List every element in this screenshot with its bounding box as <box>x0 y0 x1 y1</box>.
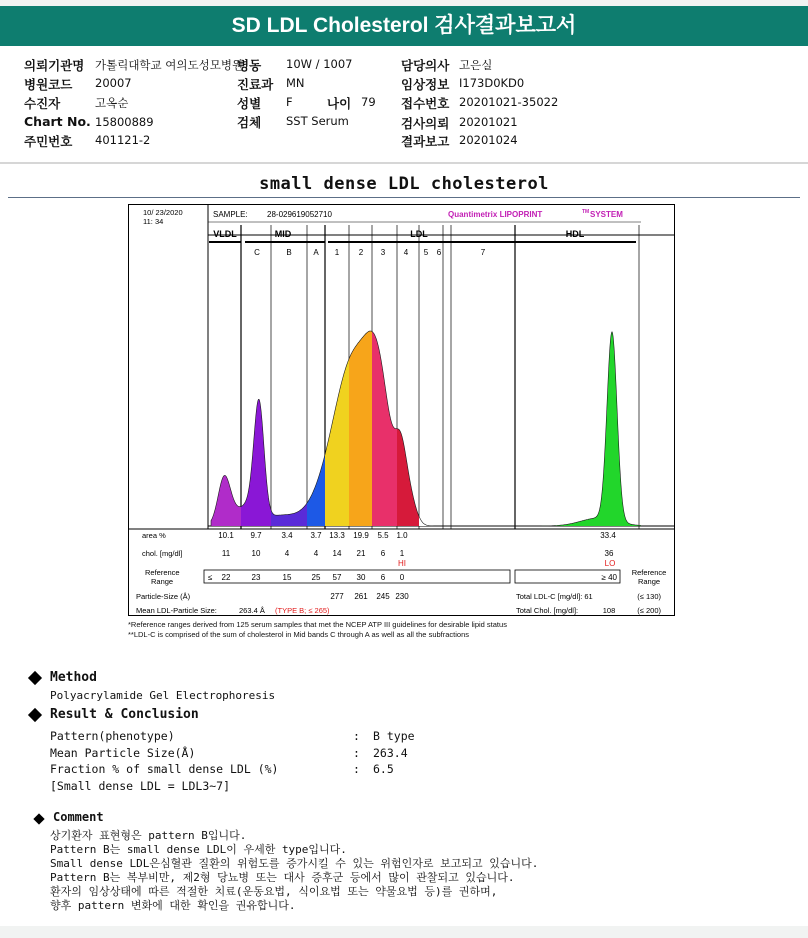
result-label-pattern: Pattern(phenotype) <box>50 729 175 743</box>
comment-line-3: Small dense LDL은심혈관 질환의 위험도를 증가시킬 수 있는 위험인자로 보고되고 있습니다. <box>50 857 539 870</box>
ref-head-1: Reference <box>631 568 667 577</box>
area-pct-value: 1.0 <box>396 531 408 540</box>
ref-range-hdl: ≥ 40 <box>601 573 617 582</box>
comment-line-1: 상기환자 표현형은 pattern B입니다. <box>50 829 247 842</box>
footnote-reference: *Reference ranges derived from 125 serum samples that met the NCEP ATP III guidelines for desirable lipid status <box>128 620 507 629</box>
report-title: SD LDL Cholesterol 검사결과보고서 <box>0 6 808 46</box>
result-label-fraction: Fraction % of small dense LDL (%) <box>50 762 279 776</box>
method-text: Polyacrylamide Gel Electrophoresis <box>50 689 276 702</box>
chart-time: 11: 34 <box>143 217 164 226</box>
particle-size-value: 261 <box>354 592 368 601</box>
total-chol-value: 108 <box>602 606 616 615</box>
mid-bar <box>245 241 325 243</box>
area-pct-value: 3.7 <box>310 531 322 540</box>
particle-size-value: 230 <box>395 592 409 601</box>
band-label-A: A <box>313 248 319 257</box>
row-label-ref1: Reference <box>145 568 180 577</box>
ref-range-value: 6 <box>380 573 386 582</box>
result-sep-size: : <box>353 746 360 760</box>
section-title: small dense LDL cholesterol <box>259 174 549 194</box>
band-label-5: 5 <box>423 248 429 257</box>
total-chol-label: Total Chol. [mg/dl]: <box>516 606 579 615</box>
doctor-value: 고은실 <box>459 58 493 72</box>
band-label-4: 4 <box>403 248 409 257</box>
request-label: 검사의뢰 <box>401 116 450 131</box>
chol-value: 1 <box>399 549 405 558</box>
vldl-bar <box>209 241 241 243</box>
band-label-2: 2 <box>358 248 364 257</box>
ref-range-value: 30 <box>356 573 366 582</box>
particle-size-value: 245 <box>376 592 390 601</box>
comment-line-4: Pattern B는 복부비만, 제2형 당뇨병 또는 대사 증후군 등에서 많이 관찰되고 있습니다. <box>50 871 515 884</box>
result-heading: Result & Conclusion <box>50 707 199 722</box>
trace-fill-region <box>419 516 515 526</box>
band-label-6: 6 <box>436 248 442 257</box>
result-bullet-icon <box>28 708 42 722</box>
row-label-mean: Mean LDL-Particle Size: <box>136 606 217 615</box>
area-pct-value: 10.1 <box>218 531 234 540</box>
group-mid: MID <box>274 229 292 239</box>
clinical-label: 임상정보 <box>401 77 450 92</box>
area-pct-value: 3.4 <box>281 531 293 540</box>
lipoprint-chart <box>128 204 675 616</box>
total-ldl-label: Total LDL-C [mg/dl]: 61 <box>516 592 593 601</box>
group-ldl: LDL <box>410 229 428 239</box>
area-pct-value: 9.7 <box>250 531 262 540</box>
comment-line-2: Pattern B는 small dense LDL이 우세한 type입니다. <box>50 843 347 856</box>
row-label-area: area % <box>142 531 166 540</box>
report-label: 결과보고 <box>401 134 450 149</box>
footer-band <box>0 926 808 938</box>
result-sep-pattern: : <box>353 729 360 743</box>
receipt-value: 20201021-35022 <box>459 95 559 109</box>
trace-fill-region <box>211 475 241 526</box>
ward-label: 병동 <box>237 58 262 73</box>
trace-fill-region <box>241 399 271 526</box>
area-pct-value: 13.3 <box>329 531 345 540</box>
comment-bullet-icon <box>33 813 44 824</box>
age-value: 79 <box>361 95 376 109</box>
comment-line-5: 환자의 임상상태에 따른 적절한 치료(운동요법, 식이요법 또는 약물요법 등)를 권하며, <box>50 885 498 898</box>
age-label: 나이 <box>327 96 352 111</box>
rrn-label: 주민번호 <box>24 134 73 149</box>
band-label-1: 1 <box>334 248 340 257</box>
report-value: 20201024 <box>459 133 518 147</box>
doctor-label: 담당의사 <box>401 58 450 73</box>
method-bullet-icon <box>28 671 42 685</box>
row-label-particle: Particle-Size (Å) <box>136 592 191 601</box>
trace-fill-region <box>325 359 349 526</box>
chart-no-label: Chart No. <box>24 114 91 129</box>
trace-fill-region <box>397 429 419 526</box>
hospital-code-label: 병원코드 <box>24 77 73 92</box>
brand-name: Quantimetrix LIPOPRINT <box>448 210 543 219</box>
request-value: 20201021 <box>459 115 518 129</box>
result-sep-fraction: : <box>353 762 360 776</box>
method-heading: Method <box>50 670 97 685</box>
ldl-bar <box>328 241 514 243</box>
trace-fill-region <box>349 331 372 526</box>
band-label-3: 3 <box>380 248 386 257</box>
patient-info-panel <box>0 46 808 164</box>
particle-size-value: 277 <box>330 592 344 601</box>
brand-system: SYSTEM <box>590 210 623 219</box>
sex-value: F <box>286 95 293 109</box>
band-label-B: B <box>286 248 292 257</box>
flag-ldl4-hi: HI <box>398 559 406 568</box>
specimen-value: SST Serum <box>286 114 349 128</box>
ref-le-symbol: ≤ <box>208 573 213 582</box>
patient-value: 고옥순 <box>95 96 129 110</box>
sample-label: SAMPLE: <box>213 210 248 219</box>
ref-range-value: 15 <box>282 573 292 582</box>
total-chol-ref: (≤ 200) <box>637 606 661 615</box>
mean-size-value: 263.4 Å <box>239 606 265 615</box>
sample-id: 28-029619052710 <box>267 210 332 219</box>
sex-label: 성별 <box>237 96 262 111</box>
ref-head-2: Range <box>637 577 661 586</box>
chol-value: 14 <box>332 549 342 558</box>
result-value-fraction: 6.5 <box>373 762 394 776</box>
lipoprint-svg <box>129 205 676 617</box>
ref-range-value: 0 <box>399 573 405 582</box>
clinical-value: I173D0KD0 <box>459 76 525 90</box>
ward-value: 10W / 1007 <box>286 57 353 71</box>
institution-value: 가톨릭대학교 여의도성모병원 <box>95 58 244 72</box>
flag-hdl-lo: LO <box>604 559 616 568</box>
band-label-7: 7 <box>480 248 486 257</box>
comment-heading: Comment <box>53 810 104 824</box>
trace-outline <box>211 331 641 526</box>
chol-value: 21 <box>356 549 366 558</box>
result-note: [Small dense LDL = LDL3~7] <box>50 779 231 793</box>
type-note: (TYPE B; ≤ 265) <box>275 606 330 615</box>
institution-label: 의뢰기관명 <box>24 58 85 73</box>
hospital-code-value: 20007 <box>95 76 132 90</box>
footnote-ldl: **LDL-C is comprised of the sum of cholesterol in Mid bands C through A as well as all the subfractions <box>128 630 470 639</box>
receipt-label: 접수번호 <box>401 96 450 111</box>
dept-value: MN <box>286 76 305 90</box>
hdl-bar <box>514 241 636 243</box>
row-label-chol: chol. [mg/dl] <box>142 549 183 558</box>
area-pct-value: 5.5 <box>377 531 389 540</box>
area-pct-value: 19.9 <box>353 531 369 540</box>
patient-label: 수진자 <box>24 96 61 111</box>
chart-no-value: 15800889 <box>95 115 154 129</box>
chol-value: 10 <box>251 549 261 558</box>
section-divider <box>8 197 800 198</box>
ref-range-value: 25 <box>311 573 321 582</box>
rrn-value: 401121-2 <box>95 133 151 147</box>
chart-date: 10/ 23/2020 <box>143 208 183 217</box>
chol-hdl: 36 <box>604 549 614 558</box>
specimen-label: 검체 <box>237 115 262 130</box>
chol-value: 4 <box>284 549 290 558</box>
comment-line-6: 향후 pattern 변화에 대한 확인을 권유합니다. <box>50 899 296 912</box>
group-hdl: HDL <box>565 229 585 239</box>
chol-value: 6 <box>380 549 386 558</box>
chol-value: 4 <box>313 549 319 558</box>
chol-value: 11 <box>221 549 231 558</box>
row-label-ref2: Range <box>151 577 174 586</box>
result-value-size: 263.4 <box>373 746 408 760</box>
result-value-pattern: B type <box>373 729 415 743</box>
group-vldl: VLDL <box>213 229 237 239</box>
area-pct-hdl: 33.4 <box>600 531 616 540</box>
brand-tm: TM <box>582 209 590 215</box>
ref-range-value: 22 <box>221 573 231 582</box>
dept-label: 진료과 <box>237 77 274 92</box>
ref-range-value: 23 <box>251 573 261 582</box>
ref-range-value: 57 <box>332 573 342 582</box>
trace-fill-region <box>372 332 397 527</box>
result-label-size: Mean Particle Size(Å) <box>50 746 196 760</box>
band-label-C: C <box>254 248 260 257</box>
total-ldl-ref: (≤ 130) <box>637 592 661 601</box>
